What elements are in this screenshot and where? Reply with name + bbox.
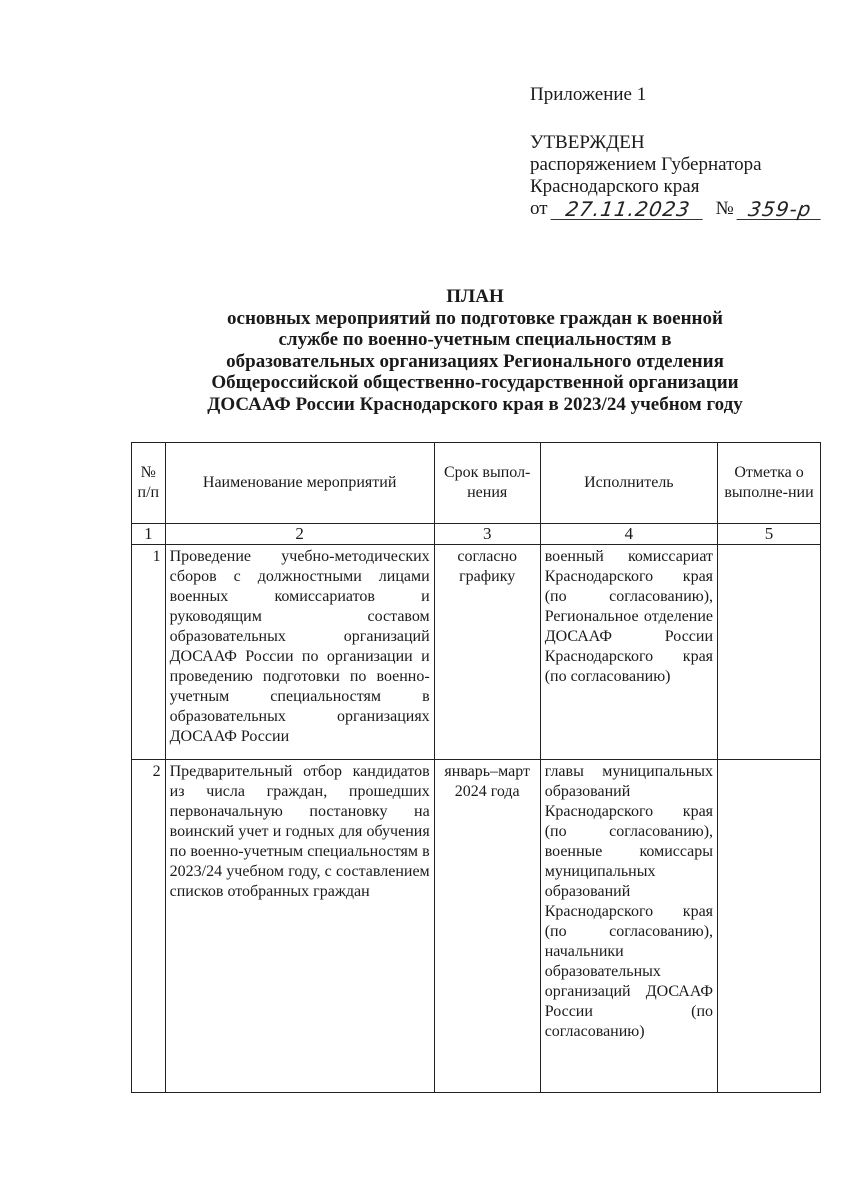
approved-region-line: Краснодарского края <box>530 176 700 197</box>
column-number: 2 <box>165 524 434 545</box>
row-executor: главы муниципальных образований Краснодарского края (по согласованию), военные комиссары муниципальных образований Краснодарского края (по согласованию), начальники образовательных организаций ДОСААФ России (по согласованию) <box>540 760 717 1093</box>
header-term: Срок выпол-нения <box>434 443 540 524</box>
header-mark: Отметка о выполне-нии <box>718 443 821 524</box>
title-line-2: основных мероприятий по подготовке граждан к военной <box>227 307 723 329</box>
header-name: Наименование мероприятий <box>165 443 434 524</box>
row-mark <box>718 760 821 1093</box>
row-term: согласно графику <box>434 545 540 760</box>
header-executor: Исполнитель <box>540 443 717 524</box>
approved-stamp <box>530 132 822 220</box>
plan-table <box>131 442 821 1093</box>
row-term: январь–март 2024 года <box>434 760 540 1093</box>
column-number: 3 <box>434 524 540 545</box>
table-row <box>132 760 821 1093</box>
column-number: 1 <box>132 524 166 545</box>
row-number: 2 <box>132 760 166 1093</box>
column-number-row <box>132 524 821 545</box>
row-number: 1 <box>132 545 166 760</box>
column-number: 5 <box>718 524 821 545</box>
title-line-3: службе по военно-учетным специальностям в <box>278 329 672 350</box>
title-line-6: ДОСААФ России Краснодарского края в 2023/24 учебном году <box>207 393 743 415</box>
title-line-5: Общероссийской общественно-государственной организации <box>211 372 739 393</box>
table-row <box>132 545 821 760</box>
handwritten-date: 27.11.2023 <box>550 199 705 220</box>
plan-title <box>150 286 800 415</box>
date-prefix: от <box>530 198 548 219</box>
title-line-1: ПЛАН <box>446 286 504 307</box>
number-prefix: № <box>715 198 734 219</box>
handwritten-number: 359-р <box>736 199 823 220</box>
row-name: Проведение учебно-методических сборов с должностными лицами военных комиссариатов и руководящим составом образовательных организаций ДОСААФ России по организации и проведению подготовки по военно-учетным специальностям в образовательных организациях ДОСААФ России <box>165 545 434 760</box>
approved-by-line: распоряжением Губернатора <box>530 154 762 175</box>
row-mark <box>718 545 821 760</box>
title-line-4: образовательных организациях Регионального отделения <box>226 350 724 372</box>
approved-heading: УТВЕРЖДЕН <box>530 132 645 153</box>
appendix-label: Приложение 1 <box>530 84 647 105</box>
header-number: № п/п <box>132 443 166 524</box>
column-number: 4 <box>540 524 717 545</box>
approval-block <box>530 84 822 220</box>
row-name: Предварительный отбор кандидатов из числа граждан, прошедших первоначальную постановку на воинский учет и годных для обучения по военно-учетным специальностям в 2023/24 учебном году, с составлением списков отобранных граждан <box>165 760 434 1093</box>
date-number-row <box>530 198 822 220</box>
row-executor: военный комиссариат Краснодарского края (по согласованию), Региональное отделение ДОСААФ России Краснодарского края (по согласованию) <box>540 545 717 760</box>
table-header-row <box>132 443 821 524</box>
